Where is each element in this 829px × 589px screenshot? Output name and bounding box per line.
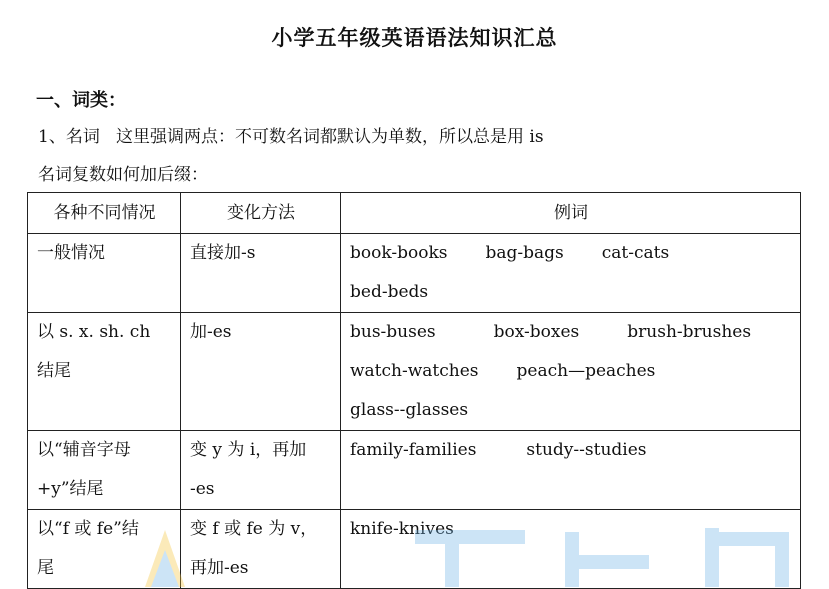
method-cell: 变 f 或 fe 为 v， 再加-es <box>181 510 341 589</box>
examples-cell <box>341 313 801 431</box>
method-cell: 加-es <box>181 313 341 431</box>
example-word: box-boxes <box>493 322 580 342</box>
example-word: bus-buses <box>350 322 436 342</box>
example-word: cat-cats <box>601 243 670 263</box>
method-cell: 变 y 为 i，再加 -es <box>181 431 341 510</box>
method-cell: 直接加-s <box>181 234 341 313</box>
plural-rules-table <box>27 192 801 589</box>
plural-suffix-line: 名词复数如何加后缀： <box>38 165 208 185</box>
example-word: glass--glasses <box>350 400 469 420</box>
example-word: peach—peaches <box>516 361 656 381</box>
case-cell: 以 s. x. sh. ch 结尾 <box>28 313 181 431</box>
table-row <box>28 313 801 431</box>
example-word: knife-knives <box>350 519 454 539</box>
noun-note-line: 1、名词 这里强调两点：不可数名词都默认为单数，所以总是用 is <box>38 127 544 147</box>
example-word: family-families <box>350 440 477 460</box>
example-word: study--studies <box>526 440 647 460</box>
document-title: 小学五年级英语语法知识汇总 <box>271 26 558 50</box>
example-word: bag-bags <box>485 243 564 263</box>
table-header-row <box>28 193 801 234</box>
examples-cell <box>341 431 801 510</box>
header-method: 变化方法 <box>181 193 341 234</box>
example-word: watch-watches <box>350 361 479 381</box>
example-word: book-books <box>350 243 448 263</box>
section-heading: 一、词类： <box>36 90 126 111</box>
table-row <box>28 234 801 313</box>
example-word: brush-brushes <box>627 322 752 342</box>
header-case: 各种不同情况 <box>28 193 181 234</box>
examples-cell <box>341 234 801 313</box>
examples-cell <box>341 510 801 589</box>
example-word: bed-beds <box>350 282 429 302</box>
table-row <box>28 431 801 510</box>
header-examples: 例词 <box>341 193 801 234</box>
case-cell: 以“辅音字母 +y”结尾 <box>28 431 181 510</box>
table-row <box>28 510 801 589</box>
case-cell: 以“f 或 fe”结 尾 <box>28 510 181 589</box>
case-cell: 一般情况 <box>28 234 181 313</box>
